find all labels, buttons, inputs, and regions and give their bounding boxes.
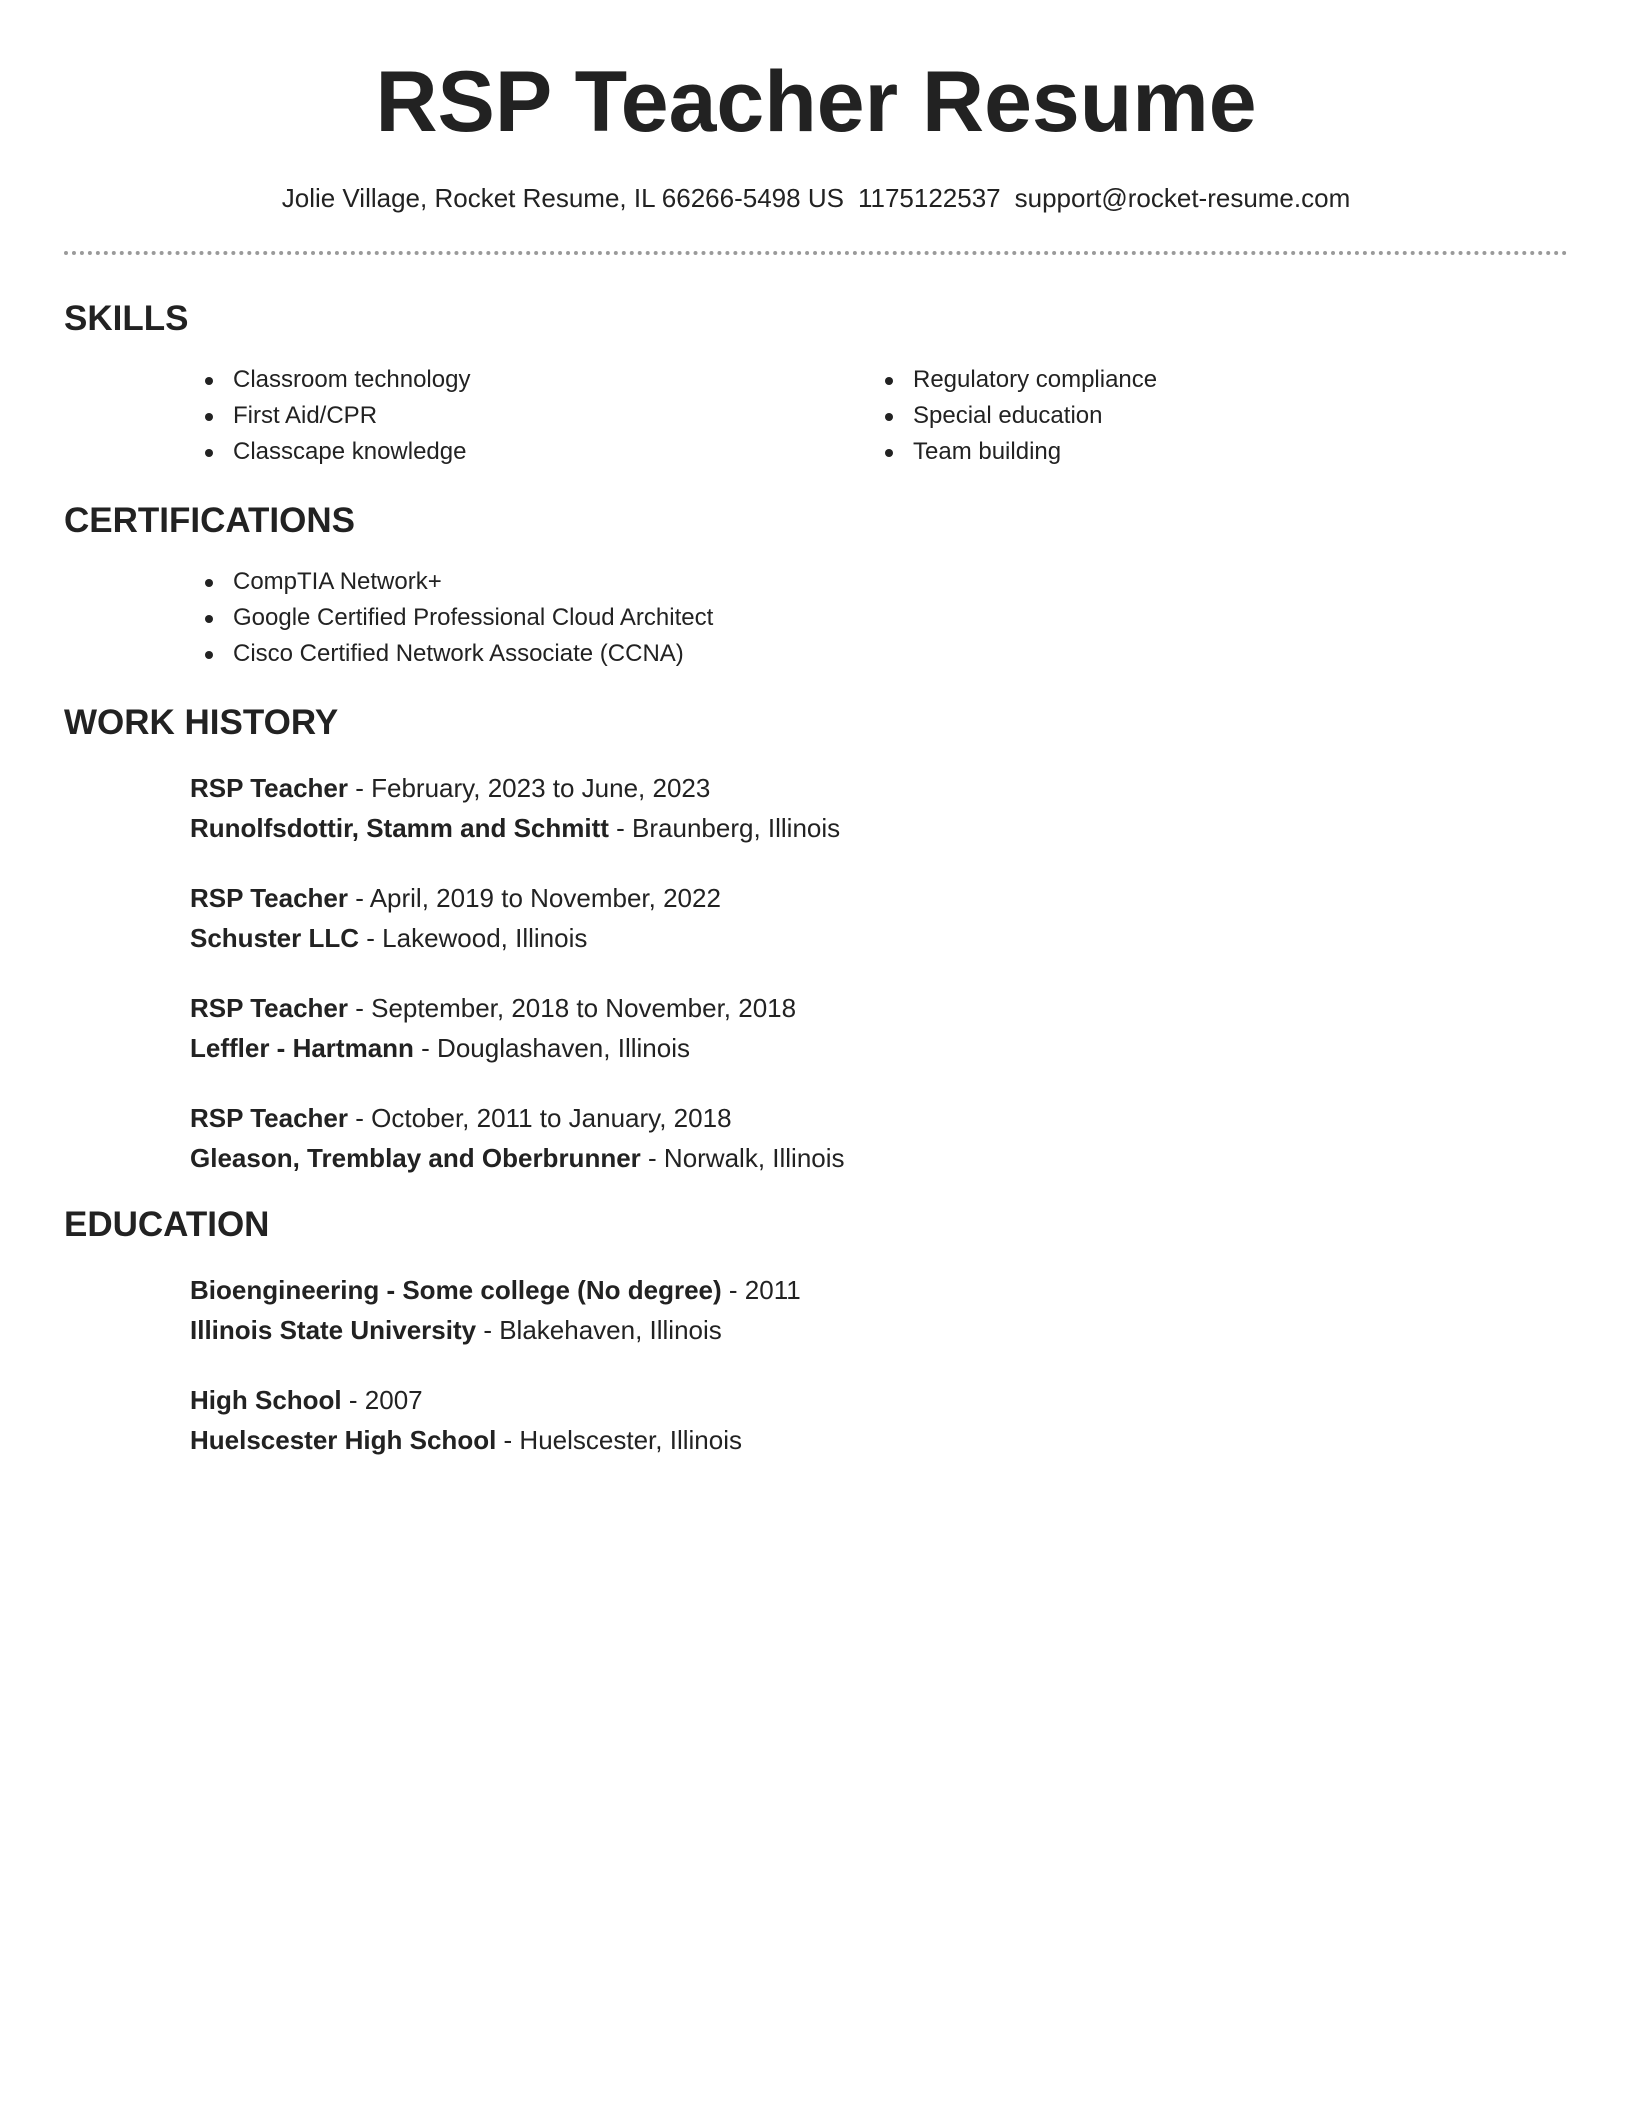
education-degree-line	[190, 1380, 423, 1420]
bullet-icon	[885, 377, 893, 385]
education-school-line	[190, 1310, 722, 1350]
education-location: - Blakehaven, Illinois	[483, 1315, 722, 1345]
bullet-icon	[205, 449, 213, 457]
job-location: - Norwalk, Illinois	[648, 1143, 845, 1173]
job-title: RSP Teacher	[190, 773, 349, 803]
header-divider	[64, 251, 1568, 255]
skills-heading: SKILLS	[64, 299, 189, 338]
work-history-heading: WORK HISTORY	[64, 703, 339, 742]
skills-list-left	[233, 362, 470, 470]
education-heading: EDUCATION	[64, 1205, 270, 1244]
job-dates: - April, 2019 to November, 2022	[355, 883, 721, 913]
job-title-line	[190, 988, 796, 1028]
education-year: - 2007	[348, 1385, 423, 1415]
bullet-icon	[205, 615, 213, 623]
skill-item: Team building	[913, 434, 1157, 470]
education-degree: Bioengineering - Some college (No degree)	[190, 1275, 722, 1305]
contact-phone: 1175122537	[857, 183, 1001, 213]
certification-item: Cisco Certified Network Associate (CCNA)	[233, 636, 713, 672]
skill-item: Special education	[913, 398, 1157, 434]
education-degree-line	[190, 1270, 801, 1310]
contact-line	[0, 180, 1632, 216]
education-location: - Huelscester, Illinois	[503, 1425, 742, 1455]
certification-item: CompTIA Network+	[233, 564, 713, 600]
bullet-icon	[205, 651, 213, 659]
job-location: - Lakewood, Illinois	[366, 923, 588, 953]
job-company: Gleason, Tremblay and Oberbrunner	[190, 1143, 641, 1173]
job-dates: - February, 2023 to June, 2023	[355, 773, 711, 803]
bullet-icon	[885, 449, 893, 457]
job-title-line	[190, 768, 710, 808]
job-title: RSP Teacher	[190, 1103, 349, 1133]
job-company-line	[190, 808, 840, 848]
job-location: - Douglashaven, Illinois	[421, 1033, 690, 1063]
skills-list-right	[913, 362, 1157, 470]
job-company: Runolfsdottir, Stamm and Schmitt	[190, 813, 609, 843]
skill-item: First Aid/CPR	[233, 398, 470, 434]
resume-title: RSP Teacher Resume	[375, 54, 1257, 150]
skill-item: Classroom technology	[233, 362, 470, 398]
job-location: - Braunberg, Illinois	[616, 813, 841, 843]
job-title-line	[190, 878, 721, 918]
bullet-icon	[205, 579, 213, 587]
certification-item: Google Certified Professional Cloud Architect	[233, 600, 713, 636]
certifications-list	[233, 564, 713, 672]
job-title-line	[190, 1098, 732, 1138]
education-school: Illinois State University	[190, 1315, 477, 1345]
certifications-heading: CERTIFICATIONS	[64, 501, 356, 540]
education-degree: High School	[190, 1385, 342, 1415]
skill-item: Regulatory compliance	[913, 362, 1157, 398]
contact-email: support@rocket-resume.com	[1014, 183, 1351, 213]
job-company-line	[190, 1138, 845, 1178]
job-title: RSP Teacher	[190, 993, 349, 1023]
skill-item: Classcape knowledge	[233, 434, 470, 470]
bullet-icon	[205, 413, 213, 421]
education-school: Huelscester High School	[190, 1425, 497, 1455]
job-company-line	[190, 918, 587, 958]
education-school-line	[190, 1420, 742, 1460]
job-title: RSP Teacher	[190, 883, 349, 913]
bullet-icon	[205, 377, 213, 385]
job-company: Leffler - Hartmann	[190, 1033, 414, 1063]
job-company: Schuster LLC	[190, 923, 360, 953]
job-company-line	[190, 1028, 690, 1068]
contact-address: Jolie Village, Rocket Resume, IL 66266-5498 US	[281, 183, 844, 213]
job-dates: - September, 2018 to November, 2018	[355, 993, 797, 1023]
education-year: - 2011	[728, 1275, 801, 1305]
bullet-icon	[885, 413, 893, 421]
job-dates: - October, 2011 to January, 2018	[355, 1103, 732, 1133]
